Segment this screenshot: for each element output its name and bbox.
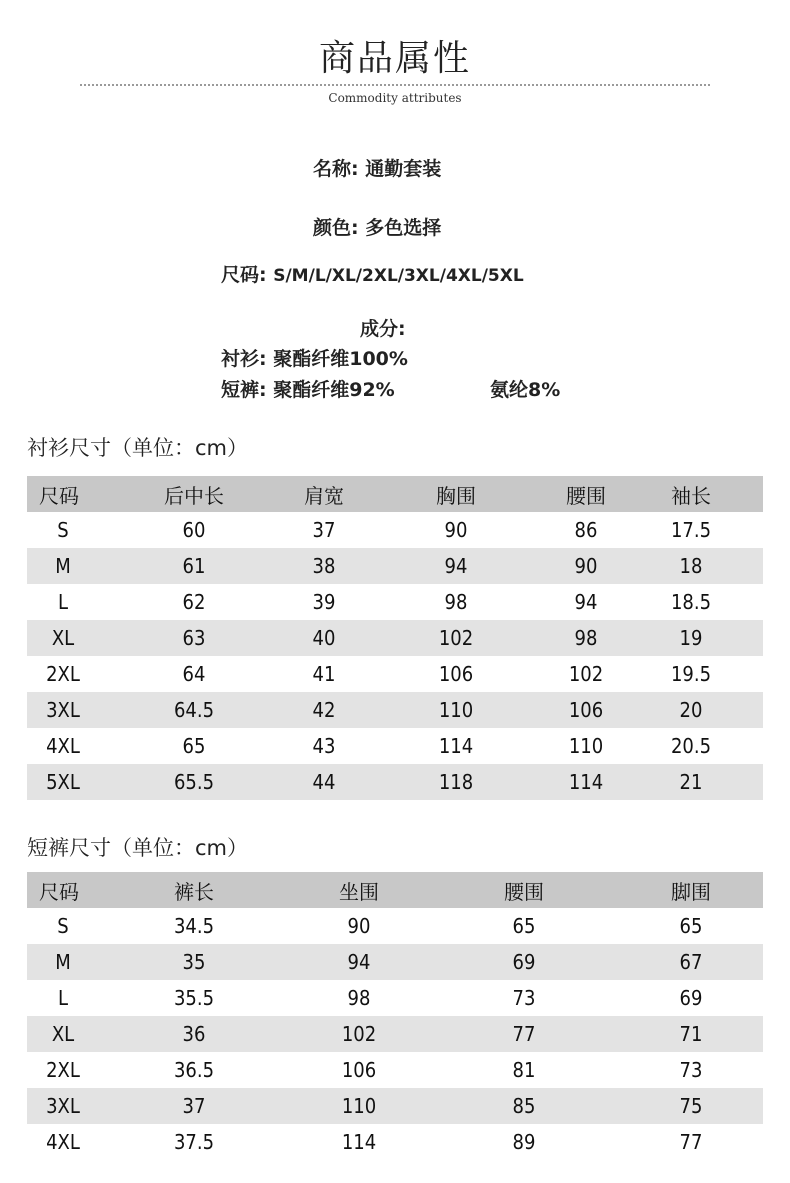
- table-cell: 106: [341, 1058, 377, 1082]
- table-cell: 67: [679, 950, 703, 974]
- table-row: [27, 512, 763, 548]
- table-cell: 43: [312, 734, 336, 758]
- table-cell: S: [57, 518, 69, 542]
- table-cell: 65: [512, 914, 536, 938]
- attr-color-label: 颜色:: [313, 217, 359, 239]
- table-cell: 19.5: [670, 662, 712, 686]
- table-header-cell: 后中长: [164, 483, 224, 508]
- table-cell: L: [57, 590, 69, 614]
- table-cell: 110: [341, 1094, 377, 1118]
- table-header-cell: 腰围: [566, 483, 606, 508]
- attr-size: [221, 260, 524, 287]
- table-cell: 94: [444, 554, 468, 578]
- table-row: [27, 656, 763, 692]
- table-cell: 77: [512, 1022, 536, 1046]
- table-cell: 89: [512, 1130, 536, 1154]
- table-cell: 90: [444, 518, 468, 542]
- table-cell: 75: [679, 1094, 703, 1118]
- table-cell: 21: [679, 770, 703, 794]
- table-cell: 110: [438, 698, 474, 722]
- attr-name: [313, 154, 441, 181]
- table-row: [27, 548, 763, 584]
- table-header-cell: 尺码: [39, 483, 79, 508]
- shirt-table-title: 衬衫尺寸（单位：cm）: [27, 436, 249, 460]
- table-header-row: [27, 872, 763, 908]
- table-row: [27, 728, 763, 764]
- table-cell: 19: [679, 626, 703, 650]
- table-cell: 94: [347, 950, 371, 974]
- table-cell: 106: [438, 662, 474, 686]
- table-cell: 102: [438, 626, 474, 650]
- attr-composition-label: 成分:: [360, 318, 406, 340]
- table-cell: 98: [444, 590, 468, 614]
- attr-size-value: S/M/L/XL/2XL/3XL/4XL/5XL: [273, 266, 524, 286]
- table-cell: L: [57, 986, 69, 1010]
- table-cell: 90: [347, 914, 371, 938]
- shorts-table-title: 短裤尺寸（单位：cm）: [27, 836, 249, 860]
- table-row: [27, 1052, 763, 1088]
- dotted-divider: [80, 84, 710, 86]
- table-cell: 102: [341, 1022, 377, 1046]
- table-cell: 35.5: [173, 986, 215, 1010]
- attr-shorts: [221, 375, 395, 402]
- table-cell: M: [55, 554, 71, 578]
- table-cell: XL: [51, 1022, 75, 1046]
- table-header-cell: 腰围: [504, 879, 544, 904]
- table-cell: 42: [312, 698, 336, 722]
- table-cell: 4XL: [46, 734, 80, 758]
- table-row: [27, 1016, 763, 1052]
- table-cell: 35: [182, 950, 206, 974]
- table-cell: 36: [182, 1022, 206, 1046]
- table-cell: 40: [312, 626, 336, 650]
- table-cell: S: [57, 914, 69, 938]
- table-cell: 114: [568, 770, 604, 794]
- table-cell: XL: [51, 626, 75, 650]
- table-cell: 114: [438, 734, 474, 758]
- table-row: [27, 1088, 763, 1124]
- attr-shorts-value-2: 氨纶8%: [490, 379, 561, 401]
- table-header-cell: 脚围: [671, 879, 711, 904]
- page-title: 商品属性: [318, 38, 471, 79]
- table-cell: 41: [312, 662, 336, 686]
- table-row: [27, 980, 763, 1016]
- table-header-cell: 肩宽: [304, 483, 344, 508]
- attr-shirt-label: 衬衫:: [221, 348, 267, 370]
- table-cell: 71: [679, 1022, 703, 1046]
- table-cell: 69: [512, 950, 536, 974]
- attr-color-value: 多色选择: [365, 217, 442, 239]
- table-cell: M: [55, 950, 71, 974]
- table-cell: 114: [341, 1130, 377, 1154]
- table-cell: 37: [312, 518, 336, 542]
- table-cell: 94: [574, 590, 598, 614]
- table-cell: 65: [679, 914, 703, 938]
- shorts-size-table: [27, 872, 763, 1160]
- table-cell: 2XL: [46, 1058, 80, 1082]
- attr-name-value: 通勤套装: [365, 158, 442, 180]
- table-cell: 90: [574, 554, 598, 578]
- table-cell: 3XL: [46, 1094, 80, 1118]
- table-cell: 118: [438, 770, 474, 794]
- table-cell: 110: [568, 734, 604, 758]
- table-cell: 81: [512, 1058, 536, 1082]
- table-cell: 69: [679, 986, 703, 1010]
- table-cell: 77: [679, 1130, 703, 1154]
- table-cell: 61: [182, 554, 206, 578]
- table-cell: 5XL: [46, 770, 80, 794]
- table-cell: 64: [182, 662, 206, 686]
- table-cell: 64.5: [173, 698, 215, 722]
- table-cell: 37.5: [173, 1130, 215, 1154]
- table-row: [27, 764, 763, 800]
- table-cell: 63: [182, 626, 206, 650]
- table-cell: 38: [312, 554, 336, 578]
- table-header-cell: 裤长: [174, 879, 214, 904]
- table-cell: 60: [182, 518, 206, 542]
- table-header-cell: 尺码: [39, 879, 79, 904]
- table-cell: 20.5: [670, 734, 712, 758]
- table-row: [27, 908, 763, 944]
- table-cell: 85: [512, 1094, 536, 1118]
- attr-name-label: 名称:: [313, 158, 359, 180]
- table-header-cell: 胸围: [436, 483, 476, 508]
- table-cell: 34.5: [173, 914, 215, 938]
- attr-shorts-value: 聚酯纤维92%: [273, 379, 395, 401]
- table-cell: 65: [182, 734, 206, 758]
- table-cell: 36.5: [173, 1058, 215, 1082]
- table-cell: 3XL: [46, 698, 80, 722]
- table-cell: 86: [574, 518, 598, 542]
- table-cell: 73: [679, 1058, 703, 1082]
- table-cell: 102: [568, 662, 604, 686]
- table-row: [27, 584, 763, 620]
- table-cell: 39: [312, 590, 336, 614]
- table-header-cell: 坐围: [339, 879, 379, 904]
- table-row: [27, 692, 763, 728]
- shirt-size-table: [27, 476, 763, 800]
- table-row: [27, 1124, 763, 1160]
- table-cell: 44: [312, 770, 336, 794]
- table-cell: 18.5: [670, 590, 712, 614]
- table-cell: 98: [574, 626, 598, 650]
- table-cell: 73: [512, 986, 536, 1010]
- table-cell: 37: [182, 1094, 206, 1118]
- table-row: [27, 944, 763, 980]
- table-cell: 65.5: [173, 770, 215, 794]
- table-cell: 4XL: [46, 1130, 80, 1154]
- table-cell: 98: [347, 986, 371, 1010]
- attr-shirt-value: 聚酯纤维100%: [273, 348, 408, 370]
- table-cell: 20: [679, 698, 703, 722]
- attr-shorts-label: 短裤:: [221, 379, 267, 401]
- attr-shirt: [221, 344, 408, 371]
- table-cell: 18: [679, 554, 703, 578]
- table-header-cell: 袖长: [671, 483, 711, 508]
- attr-size-label: 尺码:: [221, 264, 267, 286]
- table-header-row: [27, 476, 763, 512]
- table-row: [27, 620, 763, 656]
- table-cell: 2XL: [46, 662, 80, 686]
- page-subtitle: Commodity attributes: [328, 91, 462, 105]
- table-cell: 17.5: [670, 518, 712, 542]
- table-cell: 106: [568, 698, 604, 722]
- table-cell: 62: [182, 590, 206, 614]
- attr-color: [313, 213, 441, 240]
